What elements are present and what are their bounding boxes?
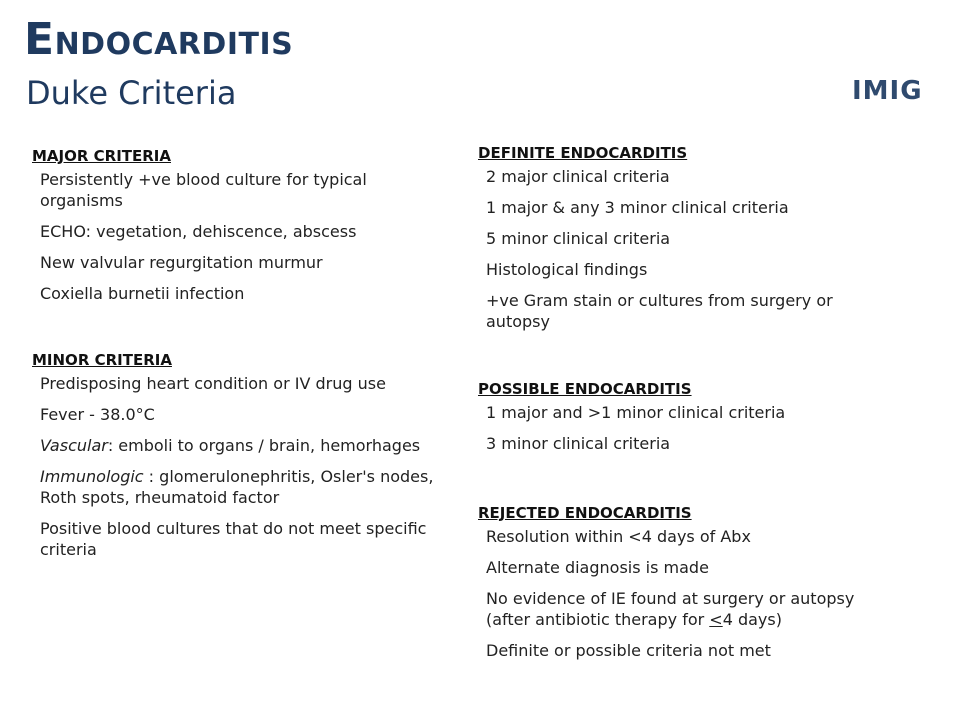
rejected-endocarditis-section [478, 504, 898, 671]
possible-endocarditis-section [478, 380, 878, 464]
list-item: Fever - 38.0°C [40, 405, 155, 424]
immunologic-text: : glomerulonephritis, Osler's nodes, Roth spots, rheumatoid factor [40, 467, 434, 507]
list-item: Alternate diagnosis is made [486, 558, 709, 577]
vascular-label: Vascular [40, 436, 108, 455]
list-item: Coxiella burnetii infection [40, 284, 245, 303]
minor-criteria-heading: MINOR CRITERIA [32, 351, 172, 369]
possible-endocarditis-heading: POSSIBLE ENDOCARDITIS [478, 380, 692, 398]
definite-endocarditis-section [478, 144, 878, 342]
title-initial: E [24, 14, 55, 65]
list-item-vascular [40, 435, 452, 456]
list-item-immunologic [40, 466, 452, 508]
definite-endocarditis-list [478, 166, 878, 332]
list-item: Histological findings [486, 260, 648, 279]
list-item: Positive blood cultures that do not meet specific criteria [40, 519, 427, 559]
list-item: 2 major clinical criteria [486, 167, 670, 186]
major-criteria-list [32, 169, 452, 304]
page-subtitle: Duke Criteria [26, 74, 237, 112]
list-item: Persistently +ve blood culture for typical organisms [40, 170, 367, 210]
list-item: 5 minor clinical criteria [486, 229, 671, 248]
minor-criteria-section [32, 351, 452, 570]
surgery-text-a: No evidence of IE found at surgery or autopsy (after antibiotic therapy for [486, 589, 855, 629]
list-item-surgery [486, 588, 898, 630]
list-item: 1 major & any 3 minor clinical criteria [486, 198, 789, 217]
list-item: Resolution within <4 days of Abx [486, 527, 751, 546]
rejected-endocarditis-heading: REJECTED ENDOCARDITIS [478, 504, 692, 522]
definite-endocarditis-heading: DEFINITE ENDOCARDITIS [478, 144, 688, 162]
list-item: Predisposing heart condition or IV drug use [40, 374, 386, 393]
list-item: Definite or possible criteria not met [486, 641, 771, 660]
list-item: 3 minor clinical criteria [486, 434, 671, 453]
title-rest: NDOCARDITIS [54, 27, 294, 62]
immunologic-label: Immunologic [40, 467, 144, 486]
possible-endocarditis-list [478, 402, 878, 454]
list-item: 1 major and >1 minor clinical criteria [486, 403, 786, 422]
list-item: New valvular regurgitation murmur [40, 253, 323, 272]
less-equal-symbol: < [709, 610, 723, 629]
imig-logo: IMIG [852, 76, 923, 106]
page-title [24, 14, 293, 65]
rejected-endocarditis-list [478, 526, 898, 661]
major-criteria-heading: MAJOR CRITERIA [32, 147, 171, 165]
minor-criteria-list [32, 373, 452, 560]
list-item: ECHO: vegetation, dehiscence, abscess [40, 222, 357, 241]
surgery-text-b: 4 days) [722, 610, 782, 629]
list-item: +ve Gram stain or cultures from surgery or autopsy [486, 291, 833, 331]
major-criteria-section [32, 147, 452, 314]
vascular-text: : emboli to organs / brain, hemorhages [107, 436, 421, 455]
